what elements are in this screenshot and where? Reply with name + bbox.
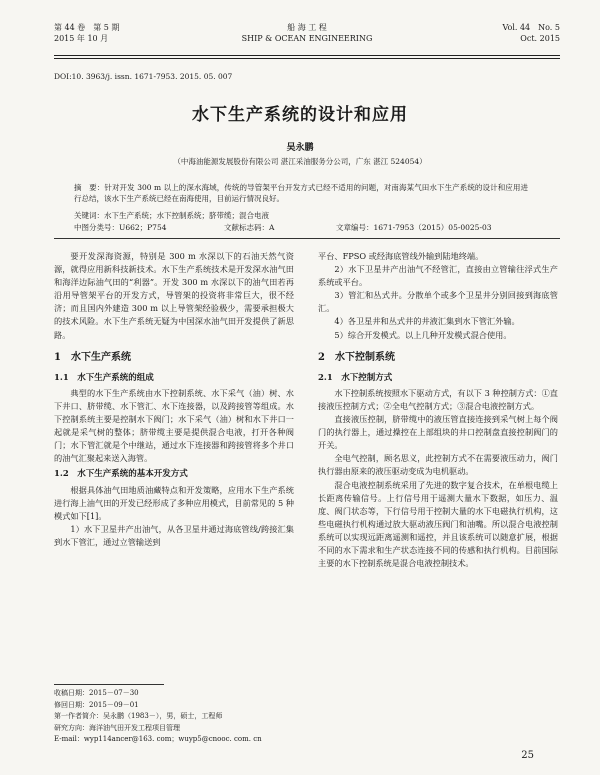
article-number: 文章编号：1671-7953（2015）05-0025-03 [336,223,492,232]
mode-4-paragraph: 4）各卫星井和丛式井的井液汇集到水下管汇外输。 [334,316,520,327]
intro-paragraph: 要开发深海资源，特别是 300 m 水深以下的石油天然气资源，就得应用新科技新技术。水下生产系统技术是开发深水油气田和海洋边际油气田的“利器”。开发 300 m 水深以下的油气田若再沿用导管架平台的开发方式，导管架的投资将非常巨大，很不经济；而且国内外建造 300 m 以上导管架经验极少，需要承担极大的技术风险。水下生产系统无疑为中国深水油气田开发提供了新思路。 [54,251,294,340]
author-bio: 第一作者简介：吴永鹏（1983－），男，硕士，工程师 [54,712,223,720]
header-right [502,22,560,44]
subsection-1-2-heading: 1.2 水下生产系统的基本开发方式 [54,469,188,480]
running-header [54,22,560,54]
received-date: 收稿日期：2015－07－30 [54,689,139,697]
keywords: 关键词：水下生产系统；水下控制系统；脐带缆；混合电液 [74,211,269,220]
footnote-rule [54,684,164,685]
right-column [318,250,558,570]
header-date-cn: 2015 年 10 月 [54,34,109,43]
left-column [54,250,294,549]
affiliation: （中海油能源发展股份有限公司 湛江采油服务分公司，广东 湛江 524054） [173,157,427,166]
doi: DOI:10. 3963/j. issn. 1671-7953. 2015. 05. 007 [54,72,233,81]
paper-title: 水下生产系统的设计和应用 [192,105,408,125]
subsection-2-1-heading: 2.1 水下控制方式 [318,372,393,383]
journal-name-en: SHIP & OCEAN ENGINEERING [241,34,373,43]
subsection-1-1-heading: 1.1 水下生产系统的组成 [54,372,154,383]
section-1-heading: 1 水下生产系统 [54,351,131,363]
header-volume-cn: 第 44 卷 第 5 期 [54,23,120,32]
mode-5-paragraph: 5）综合开发模式。以上几种开发模式混合使用。 [334,329,512,340]
paragraph-1-1: 典型的水下生产系统由水下控制系统、水下采气（油）树、水下井口、脐带缆、水下管汇、水下连接器，以及跨接管等组成。水下控制系统主要是控制水下阀门；水下采气（油）树和水下井口一起就是采气树的整体；脐带缆主要是提供混合电液，打开各种阀门；水下管汇就是个中继站，通过水下连接器和跨接管将多个井口的油气汇聚起来送入海管。 [54,387,294,464]
header-rule-thick [54,55,560,56]
revised-date: 修回日期：2015－09－01 [54,700,139,709]
paragraph-1-2-mode1: 1）水下卫星井产出油气，从各卫星井通过海底管线/跨接汇集到水下管汇，通过立管输送到 [54,523,294,547]
header-volume-en: Vol. 44 No. 5 [502,23,560,32]
paragraph-2-2: 直接液压控制，脐带缆中的液压管直接连接到采气树上每个阀门的执行器上，通过操控在上部组块的井口控制盘直接控制阀门的开关。 [318,414,558,451]
continued-paragraph: 平台、FPSO 或经海底管线外输到陆地终端。 [318,251,484,261]
section-2-heading: 2 水下控制系统 [318,351,395,363]
research-direction: 研究方向：海洋油气田开发工程项目管理 [54,723,180,732]
paragraph-2-3: 全电气控制，顾名思义，此控制方式不在需要液压动力，阀门执行器由原来的液压驱动变成为电机驱动。 [318,453,558,477]
header-center [54,22,560,44]
journal-name-cn: 船 海 工 程 [287,23,327,32]
paragraph-2-4: 混合电液控制系统采用了先进的数字复合技术，在单根电缆上长距离传输信号。上行信号用于遥测大量水下数据，如压力、温度、阀门状态等，下行信号用于控制大量的水下电磁执行机构，这些电磁执行机构通过放大驱动液压阀门和油嘴。所以混合电液控制系统可以实现远距离遥测和遥控，并且该系统可以随意扩展，根据不同的水下需求和生产状态连接不同的传感和执行机构。目前国际主要的水下控制系统是混合电液控制技术。 [318,479,558,569]
document-code: 文献标志码：A [224,223,275,232]
clc-number: 中图分类号：U662；P754 [74,223,167,232]
header-rule-thin [54,58,560,59]
mode-2-paragraph: 2）水下卫星井产出油气不经管汇，直接由立管输往浮式生产系统或平台。 [318,264,558,288]
page-number: 25 [521,750,534,761]
abstract: 摘 要：针对开发 300 m 以上的深水海域，传统的导管架平台开发方式已经不适用的问题，对南海某气田水下生产系统的设计和应用进行总结，该水下生产系统已经在南海使用，目前运行情况良好。 [74,183,528,203]
email: E-mail：wyp114ancer@163. com；wuyp5@cnooc. com. cn [54,735,262,743]
footnotes [54,688,304,746]
author: 吴永鹏 [286,143,314,153]
mode-3-paragraph: 3）管汇和丛式井。分散单个或多个卫星井分别回接到海底管汇。 [318,290,558,314]
paragraph-2-1: 水下控制系统按照水下驱动方式，有以下 3 种控制方式：①直接液压控制方式；②全电气控制方式；③混合电液控制方式。 [318,387,558,411]
abstract-rule [54,238,560,239]
header-date-en: Oct. 2015 [520,34,560,43]
paragraph-1-2: 根据具体油气田地质油藏特点和开发策略，应用水下生产系统进行海上油气田的开发已经形成了多种应用模式，目前常见的 5 种模式如下[1]。 [54,484,294,521]
